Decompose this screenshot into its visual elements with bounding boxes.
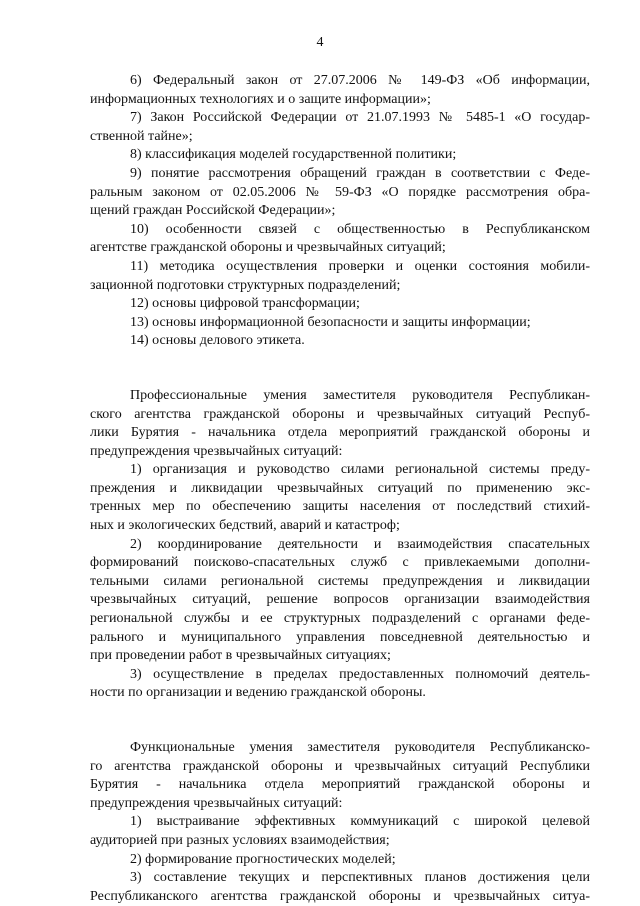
- text-line: го агентства гражданской обороны и чрезвычайных ситуаций Республики: [90, 758, 590, 774]
- text-line: аудиторией при разных условиях взаимодействия;: [90, 832, 390, 848]
- text-line: ского агентства гражданской обороны и чрезвычайных ситуаций Респуб-: [90, 406, 590, 422]
- text-line: 6) Федеральный закон от 27.07.2006 № 149-ФЗ «Об информации,: [130, 73, 590, 88]
- spacer: [90, 351, 590, 369]
- list-item: [90, 221, 590, 258]
- list-item: [90, 295, 590, 314]
- list-item: [90, 314, 590, 333]
- section-intro: [90, 739, 590, 813]
- spacer: [90, 721, 590, 739]
- text-line: 9) понятие рассмотрения обращений граждан в соответствии с Феде-: [130, 165, 590, 181]
- text-line: 12) основы цифровой трансформации;: [130, 296, 360, 312]
- text-line: преждения и ликвидации чрезвычайных ситуаций по применению экс-: [90, 480, 590, 496]
- list-item: [90, 851, 590, 870]
- page-number: 4: [316, 35, 324, 50]
- text-line: 3) осуществление в пределах предоставленных полномочий деятель-: [130, 666, 590, 682]
- text-line: Республиканского агентства гражданской обороны и чрезвычайных ситуа-: [90, 888, 590, 904]
- list-item: [90, 109, 590, 146]
- text-line: 13) основы информационной безопасности и защиты информации;: [130, 314, 531, 330]
- text-line: ности по организации и ведению гражданской обороны.: [90, 685, 426, 701]
- text-line: 11) методика осуществления проверки и оценки состояния мобили-: [130, 258, 590, 274]
- text-line: тренных мер по обеспечению защиты населения от последствий стихий-: [90, 499, 590, 515]
- text-line: предупреждения чрезвычайных ситуаций:: [90, 795, 343, 811]
- text-line: рального и муниципального управления повседневной деятельностью и: [90, 629, 590, 645]
- list-item: [90, 72, 590, 109]
- spacer: [90, 703, 590, 721]
- list-item: [90, 258, 590, 295]
- list-item: [90, 332, 590, 351]
- text-line: 8) классификация моделей государственной политики;: [130, 147, 457, 163]
- list-item: [90, 461, 590, 535]
- text-line: информационных технологиях и о защите информации»;: [90, 91, 431, 107]
- text-line: 2) координирование деятельности и взаимодействия спасательных: [130, 536, 590, 552]
- text-line: формирований поисково-спасательных служб с привлекаемыми дополни-: [90, 555, 590, 571]
- text-line: 3) составление текущих и перспективных планов достижения цели: [130, 870, 590, 886]
- text-line: предупреждения чрезвычайных ситуаций:: [90, 443, 343, 459]
- document-body: [90, 72, 590, 906]
- professional-skills-section: [90, 387, 590, 703]
- text-line: Функциональные умения заместителя руководителя Республиканско-: [130, 740, 590, 755]
- text-line: 1) организация и руководство силами региональной системы преду-: [130, 462, 590, 478]
- text-line: региональной службы и ее структурных подразделений с органами феде-: [90, 611, 590, 627]
- list-item: [90, 165, 590, 221]
- text-line: Профессиональные умения заместителя руководителя Республикан-: [130, 387, 590, 403]
- knowledge-list: [90, 72, 590, 351]
- list-item: [90, 869, 590, 906]
- text-line: лики Бурятия - начальника отдела мероприятий гражданской обороны и: [90, 425, 590, 441]
- list-item: [90, 666, 590, 703]
- text-line: Бурятия - начальника отдела мероприятий гражданской обороны и: [90, 777, 590, 793]
- list-item: [90, 813, 590, 850]
- list-item: [90, 146, 590, 165]
- text-line: зационной подготовки структурных подразделений;: [90, 277, 401, 293]
- text-line: ральным законом от 02.05.2006 № 59-ФЗ «О порядке рассмотрения обра-: [90, 184, 590, 200]
- text-line: чрезвычайных ситуаций, решение вопросов организации взаимодействия: [90, 592, 590, 608]
- text-line: ственной тайне»;: [90, 128, 193, 144]
- text-line: 14) основы делового этикета.: [130, 333, 305, 349]
- text-line: агентстве гражданской обороны и чрезвычайных ситуаций;: [90, 240, 446, 256]
- text-line: щений граждан Российской Федерации»;: [90, 203, 336, 219]
- text-line: 7) Закон Российской Федерации от 21.07.1993 № 5485-1 «О государ-: [130, 110, 590, 126]
- text-line: 10) особенности связей с общественностью в Республиканском: [130, 221, 590, 237]
- list-item: [90, 536, 590, 666]
- functional-skills-section: [90, 739, 590, 906]
- text-line: при проведении работ в чрезвычайных ситуациях;: [90, 648, 391, 664]
- text-line: 2) формирование прогностических моделей;: [130, 851, 396, 867]
- spacer: [90, 369, 590, 387]
- text-line: 1) выстраивание эффективных коммуникаций с широкой целевой: [130, 814, 590, 830]
- text-line: ных и экологических бедствий, аварий и катастроф;: [90, 518, 400, 534]
- section-intro: [90, 387, 590, 461]
- text-line: тельными силами региональной системы предупреждения и ликвидации: [90, 573, 590, 589]
